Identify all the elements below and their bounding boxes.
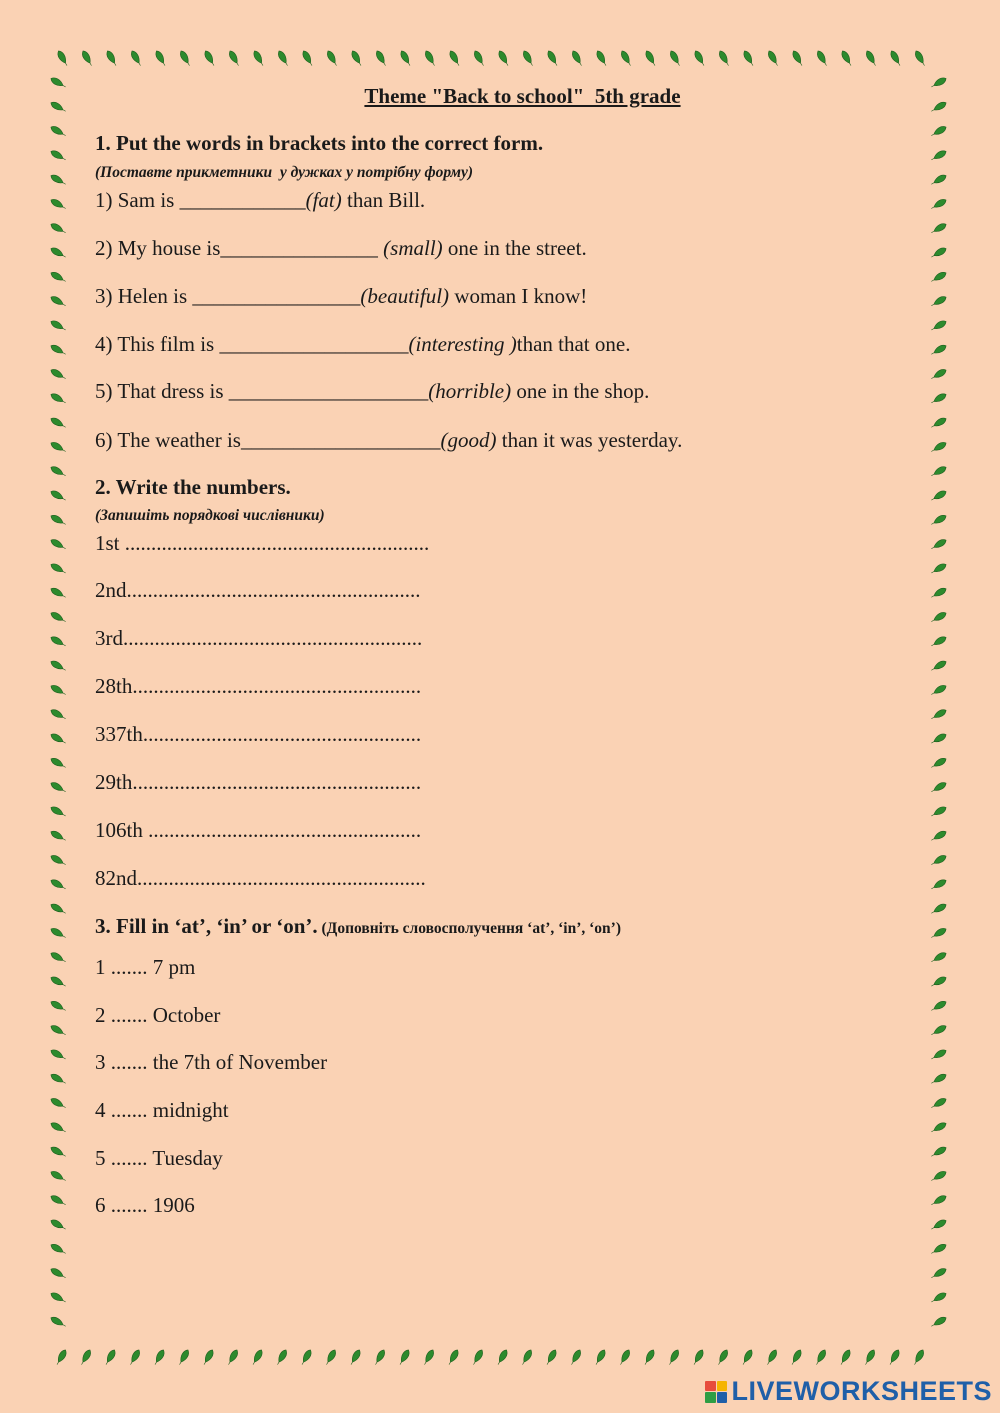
leaf-icon — [930, 197, 948, 211]
leaf-icon — [49, 1194, 67, 1208]
leaf-icon — [177, 1348, 191, 1366]
leaf-icon — [49, 854, 67, 868]
leaf-icon — [618, 1348, 632, 1366]
leaf-icon — [930, 149, 948, 163]
leaf-icon — [838, 1348, 852, 1366]
leaf-icon — [49, 1315, 67, 1329]
leaf-icon — [49, 343, 67, 357]
leaf-icon — [930, 1242, 948, 1256]
leaf-icon — [49, 465, 67, 479]
leaf-icon — [765, 1348, 779, 1366]
leaf-icon — [930, 829, 948, 843]
leaf-icon — [930, 416, 948, 430]
leaf-icon — [740, 1348, 754, 1366]
exercise3-item: 4 ....... midnight — [95, 1098, 229, 1122]
leaf-icon — [717, 49, 731, 67]
leaf-icon — [49, 513, 67, 527]
exercise2-item: 28th....................................................... — [95, 674, 422, 698]
leaf-icon — [716, 1348, 730, 1366]
leaf-icon — [325, 49, 339, 67]
leaf-icon — [79, 1348, 93, 1366]
leaf-icon — [930, 611, 948, 625]
section2-heading: 2. Write the numbers. — [95, 475, 291, 499]
leaf-icon — [544, 1348, 558, 1366]
leaf-icon — [930, 440, 948, 454]
leaf-icon — [930, 1097, 948, 1111]
leaf-icon — [471, 1348, 485, 1366]
leaf-icon — [49, 1048, 67, 1062]
leaf-icon — [49, 222, 67, 236]
leaf-icon — [374, 49, 388, 67]
leaf-icon — [49, 270, 67, 284]
leaf-icon — [49, 1218, 67, 1232]
leaf-icon — [930, 270, 948, 284]
leaf-icon — [930, 343, 948, 357]
leaf-icon — [930, 392, 948, 406]
leaf-icon — [301, 49, 315, 67]
leaf-icon — [56, 49, 70, 67]
leaf-icon — [49, 1291, 67, 1305]
exercise3-item: 3 ....... the 7th of November — [95, 1050, 328, 1074]
leaf-icon — [930, 1072, 948, 1086]
leaf-icon — [49, 708, 67, 722]
leaf-icon — [930, 125, 948, 139]
section1-note: (Поставте прикметники у дужках у потрібну форму) — [95, 164, 473, 181]
leaf-icon — [668, 49, 682, 67]
leaf-icon — [423, 49, 437, 67]
leaf-icon — [178, 49, 192, 67]
leaf-icon — [299, 1348, 313, 1366]
leaf-icon — [105, 49, 119, 67]
leaf-icon — [49, 1242, 67, 1256]
leaf-icon — [49, 1169, 67, 1183]
leaf-icon — [912, 1348, 926, 1366]
leaf-icon — [448, 49, 462, 67]
leaf-icon — [930, 295, 948, 309]
leaf-icon — [930, 222, 948, 236]
leaf-icon — [49, 440, 67, 454]
leaf-icon — [930, 683, 948, 697]
leaf-icon — [742, 49, 756, 67]
exercise2-item: 106th .................................................... — [95, 818, 422, 842]
leaf-icon — [930, 513, 948, 527]
leaf-icon — [49, 659, 67, 673]
exercise3-item: 6 ....... 1906 — [95, 1193, 195, 1217]
leaf-icon — [930, 1315, 948, 1329]
leaf-icon — [49, 319, 67, 333]
leaf-icon — [49, 392, 67, 406]
leaf-icon — [49, 149, 67, 163]
leaf-icon — [930, 1048, 948, 1062]
leaf-icon — [49, 951, 67, 965]
leaf-icon — [49, 999, 67, 1013]
leaf-icon — [667, 1348, 681, 1366]
leaf-icon — [49, 125, 67, 139]
leaf-icon — [789, 1348, 803, 1366]
logo-mark-icon — [705, 1381, 727, 1403]
leaf-icon — [930, 1218, 948, 1232]
leaf-icon — [49, 635, 67, 649]
leaf-icon — [49, 1024, 67, 1038]
leaf-icon — [152, 1348, 166, 1366]
leaf-icon — [49, 173, 67, 187]
exercise1-item: 3) Helen is ________________(beautiful) woman I know! — [95, 284, 588, 308]
leaf-icon — [49, 975, 67, 989]
leaf-icon — [49, 416, 67, 430]
leaf-icon — [930, 1024, 948, 1038]
leaf-icon — [276, 49, 290, 67]
leaf-icon — [422, 1348, 436, 1366]
leaf-icon — [642, 1348, 656, 1366]
leaf-icon — [226, 1348, 240, 1366]
leaf-icon — [201, 1348, 215, 1366]
leaf-icon — [128, 1348, 142, 1366]
leaf-icon — [930, 1121, 948, 1135]
leaf-icon — [80, 49, 94, 67]
exercise2-item: 337th..................................................... — [95, 722, 422, 746]
section3-note: (Доповніть словосполучення ‘at’, ‘in’, ‘on’) — [317, 920, 622, 937]
leaf-icon — [250, 1348, 264, 1366]
leaf-icon — [252, 49, 266, 67]
leaf-icon — [54, 1348, 68, 1366]
leaf-icon — [49, 562, 67, 576]
leaf-icon — [930, 756, 948, 770]
leaf-icon — [619, 49, 633, 67]
leaf-icon — [930, 999, 948, 1013]
leaf-icon — [930, 659, 948, 673]
leaf-icon — [520, 1348, 534, 1366]
leaf-icon — [930, 1291, 948, 1305]
leaf-icon — [691, 1348, 705, 1366]
leaf-icon — [930, 1194, 948, 1208]
leaf-icon — [129, 49, 143, 67]
exercise2-item: 29th....................................................... — [95, 770, 422, 794]
leaf-icon — [203, 49, 217, 67]
leaf-icon — [930, 562, 948, 576]
leaf-icon — [497, 49, 511, 67]
leaf-icon — [595, 49, 609, 67]
exercise1-item: 6) The weather is___________________(good) than it was yesterday. — [95, 428, 683, 452]
leaf-icon — [766, 49, 780, 67]
leaf-icon — [930, 781, 948, 795]
leaf-icon — [930, 586, 948, 600]
leaf-icon — [521, 49, 535, 67]
leaf-icon — [275, 1348, 289, 1366]
leaf-icon — [49, 756, 67, 770]
leaf-icon — [930, 902, 948, 916]
exercise2-item: 82nd....................................................... — [95, 866, 426, 890]
leaf-icon — [814, 1348, 828, 1366]
leaf-icon — [889, 49, 903, 67]
leaf-icon — [930, 1267, 948, 1281]
leaf-icon — [49, 1097, 67, 1111]
leaf-icon — [930, 635, 948, 649]
page-title: Theme "Back to school" 5th grade — [364, 84, 681, 108]
leaf-icon — [864, 49, 878, 67]
leaf-icon — [49, 611, 67, 625]
leaf-icon — [49, 586, 67, 600]
leaf-icon — [49, 197, 67, 211]
leaf-icon — [348, 1348, 362, 1366]
leaf-icon — [49, 829, 67, 843]
leaf-icon — [930, 732, 948, 746]
leaf-icon — [49, 902, 67, 916]
leaf-icon — [913, 49, 927, 67]
leaf-icon — [569, 1348, 583, 1366]
leaf-icon — [49, 538, 67, 552]
exercise3-item: 5 ....... Tuesday — [95, 1146, 223, 1170]
leaf-icon — [570, 49, 584, 67]
leaf-icon — [930, 538, 948, 552]
leaf-icon — [930, 319, 948, 333]
exercise1-item: 5) That dress is ___________________(horrible) one in the shop. — [95, 379, 650, 403]
leaf-icon — [495, 1348, 509, 1366]
leaf-icon — [930, 951, 948, 965]
leaf-icon — [930, 1169, 948, 1183]
leaf-icon — [49, 878, 67, 892]
leaf-icon — [103, 1348, 117, 1366]
leaf-icon — [49, 1072, 67, 1086]
leaf-icon — [227, 49, 241, 67]
exercise2-item: 2nd........................................................ — [95, 578, 421, 602]
leaf-icon — [49, 295, 67, 309]
leaf-icon — [693, 49, 707, 67]
exercise3-item: 1 ....... 7 pm — [95, 955, 196, 979]
section2-note: (Запишіть порядкові числівники) — [95, 507, 325, 524]
leaf-icon — [49, 489, 67, 503]
leaf-icon — [930, 1145, 948, 1159]
leaf-icon — [350, 49, 364, 67]
leaf-icon — [49, 683, 67, 697]
leaf-icon — [593, 1348, 607, 1366]
leaf-icon — [930, 926, 948, 940]
section1-heading: 1. Put the words in brackets into the correct form. — [95, 131, 544, 155]
leaf-icon — [546, 49, 560, 67]
leaf-icon — [373, 1348, 387, 1366]
exercise1-item: 2) My house is_______________ (small) one in the street. — [95, 236, 587, 260]
leaf-icon — [49, 1267, 67, 1281]
leaf-icon — [930, 854, 948, 868]
exercise1-item: 1) Sam is ____________(fat) than Bill. — [95, 188, 426, 212]
leaf-icon — [930, 368, 948, 382]
leaf-icon — [49, 926, 67, 940]
leaf-icon — [49, 1145, 67, 1159]
leaf-icon — [49, 1121, 67, 1135]
leaf-icon — [397, 1348, 411, 1366]
leaf-icon — [154, 49, 168, 67]
leaf-icon — [930, 246, 948, 260]
leaf-icon — [930, 878, 948, 892]
liveworksheets-logo[interactable] — [705, 1376, 992, 1407]
leaf-icon — [324, 1348, 338, 1366]
leaf-icon — [930, 489, 948, 503]
exercise2-item: 3rd......................................................... — [95, 626, 423, 650]
leaf-icon — [930, 805, 948, 819]
exercise2-item: 1st .......................................................... — [95, 531, 430, 555]
leaf-icon — [49, 805, 67, 819]
leaf-icon — [887, 1348, 901, 1366]
leaf-icon — [399, 49, 413, 67]
leaf-icon — [49, 246, 67, 260]
leaf-icon — [815, 49, 829, 67]
leaf-icon — [49, 732, 67, 746]
leaf-icon — [930, 708, 948, 722]
leaf-icon — [644, 49, 658, 67]
leaf-icon — [840, 49, 854, 67]
leaf-icon — [930, 173, 948, 187]
logo-text: LIVEWORKSHEETS — [731, 1376, 992, 1406]
section3-heading: 3. Fill in ‘at’, ‘in’ or ‘on’. (Доповніть словосполучення ‘at’, ‘in’, ‘on’) — [95, 914, 622, 938]
exercise3-item: 2 ....... October — [95, 1003, 221, 1027]
leaf-icon — [472, 49, 486, 67]
leaf-icon — [791, 49, 805, 67]
exercise1-item: 4) This film is __________________(interesting )than that one. — [95, 332, 631, 356]
leaf-icon — [863, 1348, 877, 1366]
leaf-icon — [49, 368, 67, 382]
leaf-icon — [446, 1348, 460, 1366]
leaf-icon — [930, 975, 948, 989]
leaf-icon — [930, 465, 948, 479]
leaf-icon — [49, 781, 67, 795]
